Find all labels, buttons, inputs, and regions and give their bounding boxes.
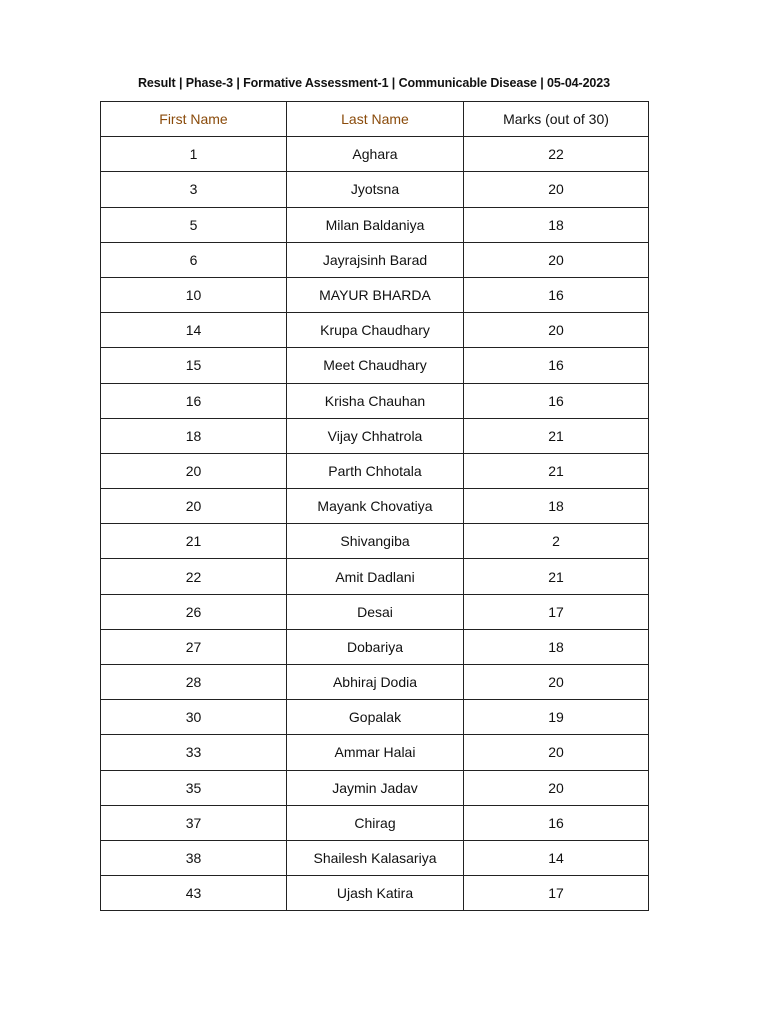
- cell-first-name: 10: [101, 277, 287, 312]
- cell-last-name: Ammar Halai: [287, 735, 464, 770]
- cell-first-name: 38: [101, 840, 287, 875]
- table-row: [101, 313, 649, 348]
- results-table: [100, 101, 649, 911]
- cell-marks: 17: [464, 876, 649, 911]
- table-row: [101, 524, 649, 559]
- table-row: [101, 489, 649, 524]
- table-row: [101, 137, 649, 172]
- cell-last-name: Parth Chhotala: [287, 453, 464, 488]
- cell-marks: 20: [464, 313, 649, 348]
- table-body: [101, 137, 649, 911]
- table-row: [101, 348, 649, 383]
- table-row: [101, 559, 649, 594]
- cell-marks: 14: [464, 840, 649, 875]
- cell-first-name: 16: [101, 383, 287, 418]
- table-row: [101, 735, 649, 770]
- cell-marks: 21: [464, 559, 649, 594]
- table-row: [101, 242, 649, 277]
- cell-first-name: 15: [101, 348, 287, 383]
- table-row: [101, 876, 649, 911]
- cell-first-name: 6: [101, 242, 287, 277]
- table-row: [101, 207, 649, 242]
- cell-marks: 21: [464, 453, 649, 488]
- cell-last-name: Mayank Chovatiya: [287, 489, 464, 524]
- cell-marks: 16: [464, 348, 649, 383]
- cell-marks: 16: [464, 805, 649, 840]
- cell-marks: 18: [464, 629, 649, 664]
- cell-first-name: 26: [101, 594, 287, 629]
- cell-marks: 19: [464, 700, 649, 735]
- header-last-name: Last Name: [287, 102, 464, 137]
- cell-last-name: Jyotsna: [287, 172, 464, 207]
- table-row: [101, 770, 649, 805]
- table-row: [101, 805, 649, 840]
- table-row: [101, 172, 649, 207]
- cell-marks: 20: [464, 770, 649, 805]
- cell-last-name: Shailesh Kalasariya: [287, 840, 464, 875]
- cell-first-name: 5: [101, 207, 287, 242]
- cell-first-name: 37: [101, 805, 287, 840]
- cell-last-name: Shivangiba: [287, 524, 464, 559]
- cell-first-name: 22: [101, 559, 287, 594]
- document-title: Result | Phase-3 | Formative Assessment-1 | Communicable Disease | 05-04-2023: [137, 76, 610, 90]
- cell-first-name: 35: [101, 770, 287, 805]
- cell-last-name: Chirag: [287, 805, 464, 840]
- cell-last-name: Ujash Katira: [287, 876, 464, 911]
- cell-first-name: 14: [101, 313, 287, 348]
- header-first-name: First Name: [101, 102, 287, 137]
- cell-last-name: Abhiraj Dodia: [287, 665, 464, 700]
- cell-first-name: 30: [101, 700, 287, 735]
- cell-marks: 21: [464, 418, 649, 453]
- header-marks: Marks (out of 30): [464, 102, 649, 137]
- cell-last-name: Desai: [287, 594, 464, 629]
- cell-first-name: 3: [101, 172, 287, 207]
- cell-first-name: 18: [101, 418, 287, 453]
- cell-last-name: Vijay Chhatrola: [287, 418, 464, 453]
- cell-marks: 20: [464, 735, 649, 770]
- cell-last-name: Krisha Chauhan: [287, 383, 464, 418]
- cell-last-name: Amit Dadlani: [287, 559, 464, 594]
- cell-first-name: 20: [101, 489, 287, 524]
- cell-marks: 18: [464, 489, 649, 524]
- cell-first-name: 28: [101, 665, 287, 700]
- cell-marks: 17: [464, 594, 649, 629]
- cell-marks: 22: [464, 137, 649, 172]
- cell-marks: 18: [464, 207, 649, 242]
- table-row: [101, 277, 649, 312]
- cell-last-name: Jayrajsinh Barad: [287, 242, 464, 277]
- table-row: [101, 453, 649, 488]
- cell-last-name: Krupa Chaudhary: [287, 313, 464, 348]
- cell-marks: 16: [464, 277, 649, 312]
- table-row: [101, 418, 649, 453]
- cell-last-name: MAYUR BHARDA: [287, 277, 464, 312]
- cell-first-name: 27: [101, 629, 287, 664]
- cell-first-name: 21: [101, 524, 287, 559]
- cell-first-name: 1: [101, 137, 287, 172]
- cell-last-name: Dobariya: [287, 629, 464, 664]
- cell-first-name: 43: [101, 876, 287, 911]
- cell-marks: 2: [464, 524, 649, 559]
- table-row: [101, 665, 649, 700]
- table-row: [101, 594, 649, 629]
- cell-marks: 20: [464, 172, 649, 207]
- cell-last-name: Jaymin Jadav: [287, 770, 464, 805]
- cell-first-name: 20: [101, 453, 287, 488]
- table-row: [101, 629, 649, 664]
- cell-marks: 16: [464, 383, 649, 418]
- cell-first-name: 33: [101, 735, 287, 770]
- table-row: [101, 383, 649, 418]
- cell-last-name: Milan Baldaniya: [287, 207, 464, 242]
- cell-last-name: Gopalak: [287, 700, 464, 735]
- table-header-row: [101, 102, 649, 137]
- cell-marks: 20: [464, 242, 649, 277]
- cell-marks: 20: [464, 665, 649, 700]
- table-row: [101, 700, 649, 735]
- cell-last-name: Aghara: [287, 137, 464, 172]
- table-row: [101, 840, 649, 875]
- cell-last-name: Meet Chaudhary: [287, 348, 464, 383]
